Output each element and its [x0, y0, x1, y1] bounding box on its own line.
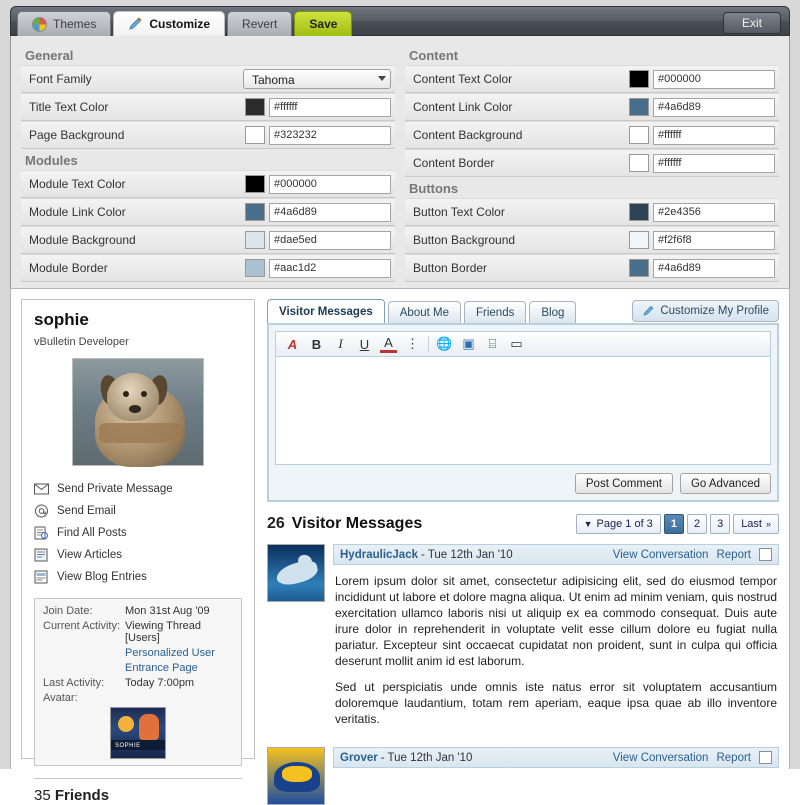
visitor-message-item [267, 747, 779, 805]
info-value [125, 692, 233, 704]
pagination [576, 514, 779, 534]
avatar[interactable] [267, 544, 325, 602]
message-text [333, 565, 779, 727]
setting-label: Title Text Color [29, 100, 109, 114]
message-date: - Tue 12th Jan '10 [380, 751, 473, 764]
visitor-messages-header [267, 514, 779, 534]
setting-label: Module Background [29, 233, 136, 247]
color-swatch[interactable] [245, 259, 265, 277]
group-title-buttons: Buttons [409, 181, 459, 196]
button-border-input[interactable]: #4a6d89 [653, 259, 775, 278]
info-key: Join Date: [43, 605, 93, 617]
profile-card [21, 299, 255, 804]
link-label: Send Private Message [57, 483, 173, 495]
setting-label: Button Border [413, 261, 488, 275]
link-label: Send Email [57, 505, 116, 517]
info-key: Current Activity: [43, 620, 121, 632]
pencil-icon [642, 305, 655, 318]
message-author[interactable]: HydraulicJack [340, 548, 418, 561]
color-swatch[interactable] [245, 231, 265, 249]
setting-label: Module Border [29, 261, 108, 275]
message-paragraph: Lorem ipsum dolor sit amet, consectetur adipisicing elit, sed do eiusmod tempor incididunt ut labore et dolore magna aliqua. Ut enim ad minim veniam, quis nostrud exercitation ullamco laboris nisi ut aliquip ex ea commodo consequat. Duis aute irure dolor in reprehenderit in voluptate velit esse cillum dolore eu fugiat nulla pariatur. Excepteur sint occaecat cupidatat non proident, sunt in culpa qui officia deserunt mollit anim id est laborum. [335, 574, 777, 668]
font-family-value: Tahoma [252, 73, 295, 87]
tab-revert[interactable] [227, 11, 292, 36]
insert-table-icon[interactable]: ⌸ [488, 336, 497, 351]
setting-label: Module Text Color [29, 177, 126, 191]
content-border-input[interactable]: #ffffff [653, 154, 775, 173]
color-swatch[interactable] [245, 175, 265, 193]
friends-count: 35 [34, 787, 51, 804]
last-page-button[interactable]: Last » [733, 514, 779, 534]
info-value-link[interactable]: Personalized User [125, 647, 215, 659]
message-body [333, 747, 779, 805]
tab-customize-label: Customize [149, 17, 211, 31]
exit-button-label: Exit [741, 16, 762, 30]
save-button[interactable] [294, 11, 352, 36]
module-border-input[interactable]: #aac1d2 [269, 259, 391, 278]
group-title-modules: Modules [25, 153, 78, 168]
info-value: Today 7:00pm [125, 677, 195, 689]
color-swatch[interactable] [629, 126, 649, 144]
setting-row-module-border [21, 254, 395, 282]
setting-label: Button Text Color [413, 205, 505, 219]
message-body [333, 544, 779, 737]
insert-link-icon[interactable]: 🌐 [436, 336, 453, 351]
button-background-input[interactable]: #f2f6f8 [653, 231, 775, 250]
setting-row-page-background [21, 121, 395, 149]
profile-usertitle: vBulletin Developer [34, 336, 129, 348]
group-title-general: General [25, 48, 74, 63]
customize-my-profile-label: Customize My Profile [660, 305, 769, 317]
blog-icon [34, 570, 49, 584]
friends-section-header [34, 778, 242, 804]
visitor-messages-title: Visitor Messages [291, 515, 423, 532]
setting-label: Button Background [413, 233, 516, 247]
link-label: View Blog Entries [57, 571, 147, 583]
setting-label: Content Background [413, 128, 523, 142]
content-text-color-input[interactable]: #000000 [653, 70, 775, 89]
setting-row-content-text-color [405, 65, 779, 93]
tab-label: Blog [541, 306, 565, 319]
page-indicator[interactable]: ▼ Page 1 of 3 [576, 514, 661, 534]
palette-icon [32, 17, 47, 32]
insert-image-icon[interactable]: ▣ [462, 336, 475, 351]
link-view-blog-entries[interactable] [34, 566, 242, 588]
setting-row-font-family [21, 65, 395, 93]
setting-label: Content Border [413, 156, 495, 170]
profile-username: sophie [34, 310, 89, 329]
tab-label: About Me [399, 306, 449, 319]
content-link-color-input[interactable]: #4a6d89 [653, 98, 775, 117]
setting-row-content-border [405, 149, 779, 177]
customize-panel [10, 36, 790, 295]
underline-icon[interactable]: U [359, 336, 370, 352]
post-comment-label: Post Comment [585, 477, 662, 490]
visitor-messages-count: 26 [267, 515, 285, 532]
button-text-color-input[interactable]: #2e4356 [653, 203, 775, 222]
color-swatch[interactable] [245, 203, 265, 221]
insert-quote-icon[interactable]: ▭ [510, 336, 523, 351]
title-text-color-input[interactable]: #ffffff [269, 98, 391, 117]
tab-revert-label: Revert [242, 17, 278, 31]
setting-label: Module Link Color [29, 205, 126, 219]
setting-row-module-background [21, 226, 395, 254]
info-value: Viewing Thread [Users] [125, 620, 202, 644]
color-swatch[interactable] [629, 98, 649, 116]
info-key [43, 662, 125, 674]
avatar-thumbnail [110, 707, 166, 759]
tab-themes[interactable] [17, 11, 111, 36]
tab-themes-label: Themes [53, 17, 97, 31]
chevron-down-icon [378, 76, 386, 81]
message-paragraph: Sed ut perspiciatis unde omnis iste natus error sit voluptatem accusantium doloremque laudantium, totam rem aperiam, eaque ipsa quae ab illo inventore veritatis. [335, 680, 777, 726]
info-row-last-activity [43, 677, 233, 689]
go-advanced-label: Go Advanced [690, 477, 760, 490]
bold-icon[interactable]: B [311, 336, 322, 352]
profile-links [34, 478, 242, 588]
info-row-join-date [43, 605, 233, 617]
report-link[interactable]: Report [716, 751, 751, 764]
link-view-articles[interactable] [34, 544, 242, 566]
color-swatch[interactable] [245, 98, 265, 116]
page-3-button[interactable]: 3 [710, 514, 730, 534]
setting-label: Content Link Color [413, 100, 513, 114]
color-swatch[interactable] [245, 126, 265, 144]
setting-row-button-text-color [405, 198, 779, 226]
at-sign-icon [34, 504, 49, 518]
color-swatch[interactable] [629, 231, 649, 249]
color-swatch[interactable] [629, 203, 649, 221]
info-row-avatar [43, 692, 233, 704]
info-row-activity-link-2[interactable] [43, 662, 233, 674]
editor-toolbar [275, 331, 771, 357]
avatar[interactable] [267, 747, 325, 805]
pencil-icon [128, 17, 143, 32]
avatar [72, 358, 204, 466]
tab-label: Visitor Messages [279, 305, 373, 318]
setting-label: Content Text Color [413, 72, 513, 86]
post-comment-button[interactable] [575, 473, 673, 494]
info-value-link[interactable]: Entrance Page [125, 662, 198, 674]
envelope-icon [34, 482, 49, 496]
profile-tabs [267, 299, 779, 323]
message-textarea[interactable] [275, 357, 771, 465]
customizer-toolbar [10, 6, 790, 36]
setting-row-module-link-color [21, 198, 395, 226]
link-find-all-posts[interactable] [34, 522, 242, 544]
tab-label: Friends [476, 306, 515, 319]
message-header [333, 544, 779, 565]
info-row-activity-link-1[interactable] [43, 647, 233, 659]
italic-icon[interactable]: I [338, 336, 343, 351]
setting-row-content-background [405, 121, 779, 149]
page-background-input[interactable]: #323232 [269, 126, 391, 145]
message-editor [267, 323, 779, 502]
link-send-email[interactable] [34, 500, 242, 522]
setting-row-module-text-color [21, 170, 395, 198]
tab-visitor-messages[interactable] [267, 299, 385, 323]
text-color-icon[interactable]: A [287, 336, 298, 352]
setting-row-button-background [405, 226, 779, 254]
articles-icon [34, 548, 49, 562]
link-send-private-message[interactable] [34, 478, 242, 500]
page-1-button[interactable]: 1 [664, 514, 684, 534]
profile-page-preview [10, 288, 790, 804]
info-value: Mon 31st Aug '09 [125, 605, 210, 617]
view-conversation-link[interactable]: View Conversation [612, 751, 709, 764]
page-2-button[interactable]: 2 [687, 514, 707, 534]
color-swatch[interactable] [629, 154, 649, 172]
go-advanced-button[interactable] [680, 473, 771, 494]
tab-friends[interactable] [464, 301, 526, 323]
group-title-content: Content [409, 48, 459, 63]
module-text-color-input[interactable]: #000000 [269, 175, 391, 194]
message-date: - Tue 12th Jan '10 [421, 548, 513, 561]
tab-customize[interactable] [113, 11, 225, 36]
info-key [43, 647, 125, 659]
setting-row-content-link-color [405, 93, 779, 121]
customize-column-left [21, 44, 395, 282]
message-checkbox[interactable] [759, 548, 772, 561]
avatar-thumbnail-label: SOPHIE [115, 743, 141, 749]
toolbar-divider [428, 336, 429, 352]
link-label: View Articles [57, 549, 122, 561]
posts-icon [34, 526, 49, 540]
font-color-icon[interactable]: A [380, 336, 397, 353]
friends-label: Friends [54, 787, 110, 804]
view-conversation-link[interactable]: View Conversation [612, 548, 709, 561]
module-background-input[interactable]: #dae5ed [269, 231, 391, 250]
report-link[interactable]: Report [716, 548, 751, 561]
setting-label: Page Background [29, 128, 125, 142]
setting-row-title-text-color [21, 93, 395, 121]
editor-actions [275, 473, 771, 494]
profile-content-column [267, 299, 779, 764]
tab-blog[interactable] [529, 301, 576, 323]
save-button-label: Save [309, 17, 338, 31]
setting-label: Font Family [29, 72, 92, 86]
profile-info-box [34, 598, 242, 766]
message-author[interactable]: Grover [340, 751, 378, 764]
message-checkbox[interactable] [759, 751, 772, 764]
last-page-label: Last [741, 518, 762, 530]
customize-my-profile-button[interactable] [632, 300, 779, 322]
color-swatch[interactable] [629, 70, 649, 88]
visitor-message-item [267, 544, 779, 737]
setting-row-button-border [405, 254, 779, 282]
font-family-select[interactable] [243, 69, 391, 89]
exit-button[interactable] [723, 12, 781, 34]
message-header [333, 747, 779, 768]
message-actions [613, 751, 772, 764]
bullet-list-icon[interactable]: ⋮ [406, 336, 419, 351]
info-key: Last Activity: [43, 677, 105, 689]
link-label: Find All Posts [57, 527, 127, 539]
customize-column-right [405, 44, 779, 282]
color-swatch[interactable] [629, 259, 649, 277]
info-row-current-activity [43, 620, 233, 644]
message-actions [613, 548, 772, 561]
module-link-color-input[interactable]: #4a6d89 [269, 203, 391, 222]
page-indicator-label: Page 1 of 3 [596, 518, 653, 530]
tab-about-me[interactable] [388, 301, 461, 323]
info-key: Avatar: [43, 692, 78, 704]
content-background-input[interactable]: #ffffff [653, 126, 775, 145]
